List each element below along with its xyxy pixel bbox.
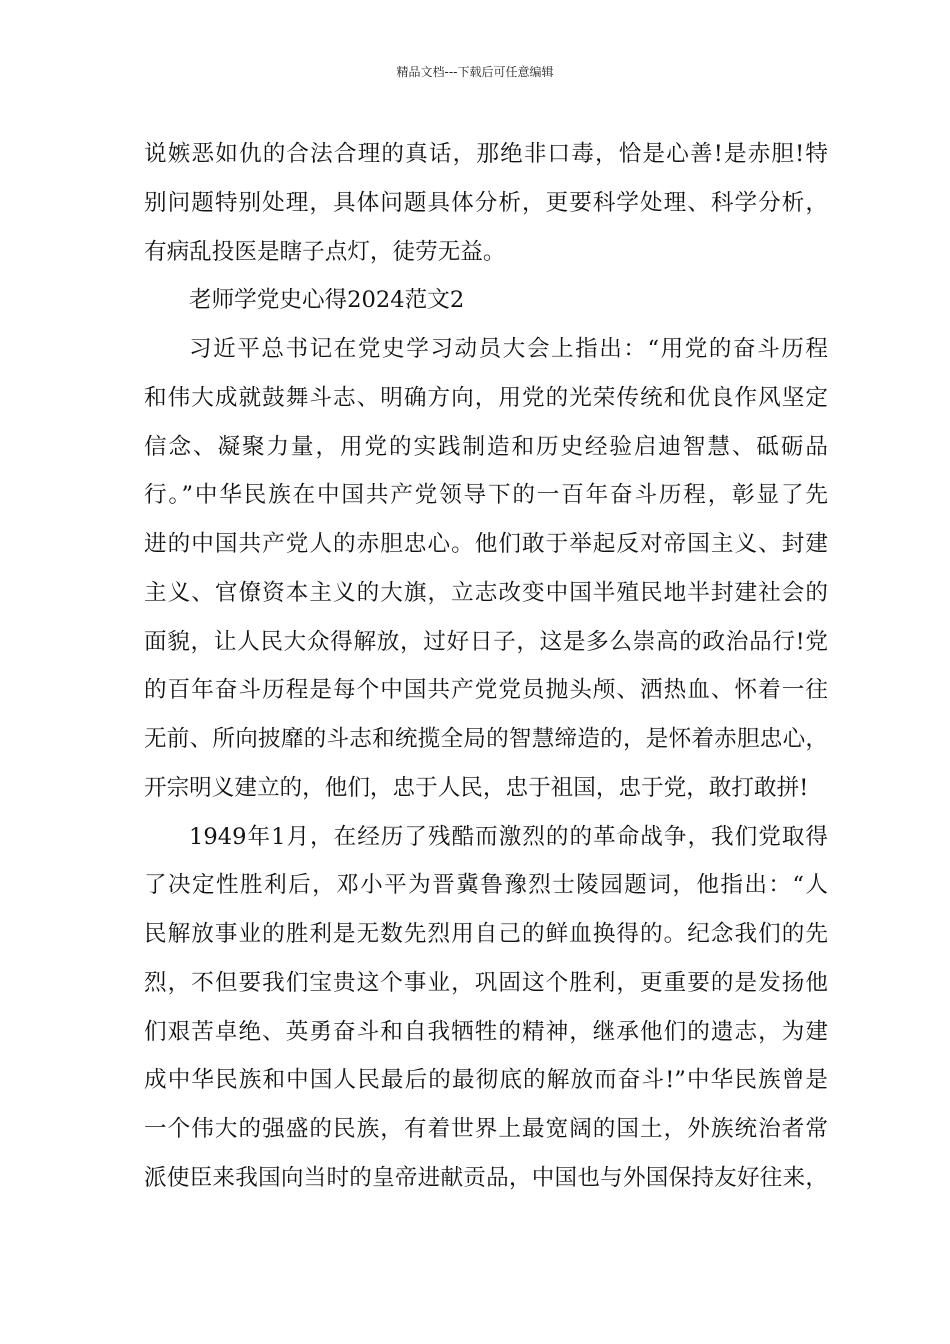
text-line: 的百年奋斗历程是每个中国共产党党员抛头颅、洒热血、怀着一往 (144, 677, 828, 704)
text-line: 面貌，让人民大众得解放，过好日子，这是多么崇高的政治品行!党 (144, 628, 828, 655)
text-line: 习近平总书记在党史学习动员大会上指出：“用党的奋斗历程 (189, 336, 828, 362)
text-line: 1949年1月，在经历了残酷而激烈的的革命战争，我们党取得 (189, 823, 828, 850)
section-heading (144, 276, 828, 325)
text-line: 进的中国共产党人的赤胆忠心。他们敢于举起反对帝国主义、封建 (144, 531, 828, 557)
text-line: 行。”中华民族在中国共产党领导下的一百年奋斗历程，彰显了先 (144, 482, 828, 509)
text-line: 主义、官僚资本主义的大旗，立志改变中国半殖民地半封建社会的 (144, 579, 828, 606)
text-line: 烈，不但要我们宝贵这个事业，巩固这个胜利，更重要的是发扬他 (144, 969, 828, 996)
text-line: 民解放事业的胜利是无数先烈用自己的鲜血换得的。纪念我们的先 (144, 921, 828, 947)
text-line: 一个伟大的强盛的民族，有着世界上最宽阔的国土，外族统治者常 (144, 1116, 828, 1142)
text-line: 有病乱投医是瞎子点灯，徒劳无益。 (144, 238, 506, 265)
document-body (144, 130, 828, 1203)
text-line: 信念、凝聚力量，用党的实践制造和历史经验启迪智慧、砥砺品 (144, 433, 828, 460)
text-line: 成中华民族和中国人民最后的最彻底的解放而奋斗!”中华民族曾是 (144, 1067, 828, 1094)
text-line: 开宗明义建立的，他们，忠于人民，忠于祖国，忠于党，敢打敢拼! (144, 774, 809, 801)
text-line: 了决定性胜利后，邓小平为晋冀鲁豫烈士陵园题词，他指出：“人 (144, 872, 828, 899)
text-line: 别问题特别处理，具体问题具体分析，更要科学处理、科学分析， (144, 189, 828, 216)
text-line: 无前、所向披靡的斗志和统揽全局的智慧缔造的，是怀着赤胆忠心， (144, 726, 828, 752)
text-line: 和伟大成就鼓舞斗志、明确方向，用党的光荣传统和优良作风坚定 (144, 384, 828, 411)
paragraph (144, 130, 828, 276)
page-header: 精品文档---下载后可任意编辑 (396, 65, 554, 79)
text-line: 说嫉恶如仇的合法合理的真话，那绝非口毒，恰是心善!是赤胆!特 (144, 141, 828, 167)
paragraph (144, 325, 828, 813)
text-line: 老师学党史心得2024范文2 (189, 287, 465, 314)
text-line: 派使臣来我国向当时的皇帝进献贡品，中国也与外国保持友好往来， (144, 1164, 828, 1191)
text-line: 们艰苦卓绝、英勇奋斗和自我牺牲的精神，继承他们的遗志，为建 (144, 1018, 828, 1045)
paragraph (144, 813, 828, 1203)
